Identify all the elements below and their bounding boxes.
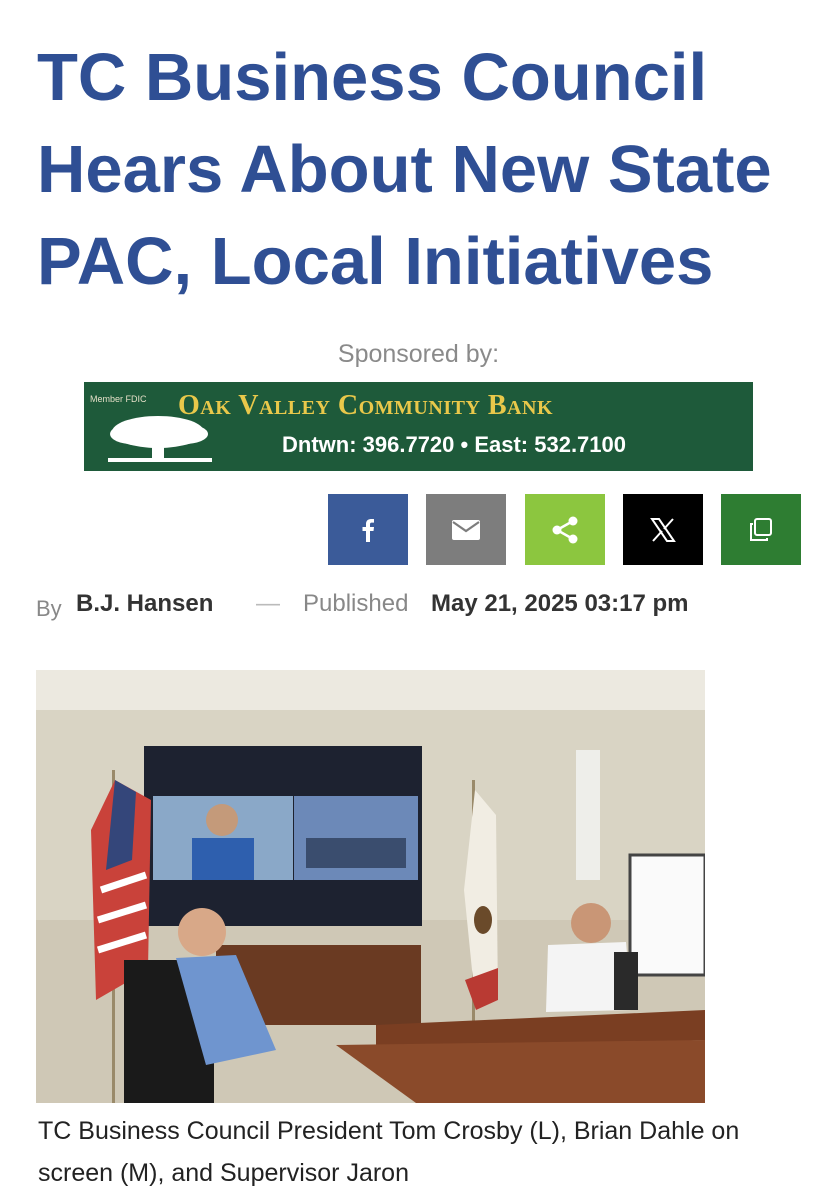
- copy-link-button[interactable]: [721, 494, 801, 565]
- sponsored-by-label: Sponsored by:: [337, 340, 500, 368]
- meeting-room-photo: [36, 670, 705, 1103]
- generic-share-button[interactable]: [525, 494, 605, 565]
- published-date: May 21, 2025 03:17 pm: [431, 590, 689, 617]
- x-icon: [650, 517, 676, 543]
- x-share-button[interactable]: [623, 494, 703, 565]
- bank-phone-numbers: Dntwn: 396.7720 • East: 532.7100: [282, 432, 626, 457]
- bank-name: Oak Valley Community Bank: [178, 390, 554, 421]
- sponsor-banner-ad[interactable]: [84, 382, 753, 471]
- facebook-share-button[interactable]: [328, 494, 408, 565]
- share-icon: [550, 515, 580, 545]
- author-link[interactable]: B.J. Hansen: [76, 590, 214, 617]
- email-share-button[interactable]: [426, 494, 506, 565]
- article-photo: [36, 670, 705, 1103]
- meta-separator: —: [256, 590, 280, 617]
- mail-icon: [451, 519, 481, 541]
- byline-prefix: By: [36, 596, 62, 621]
- member-fdic-label: Member FDIC: [90, 394, 147, 404]
- facebook-icon: [361, 518, 375, 542]
- copy-icon: [748, 517, 774, 543]
- photo-caption: TC Business Council President Tom Crosby (L), Brian Dahle on screen (M), and Supervisor Jaron: [38, 1117, 740, 1187]
- article-title: TC Business Council Hears About New State PAC, Local Initiatives: [37, 40, 772, 299]
- published-label: Published: [303, 590, 409, 617]
